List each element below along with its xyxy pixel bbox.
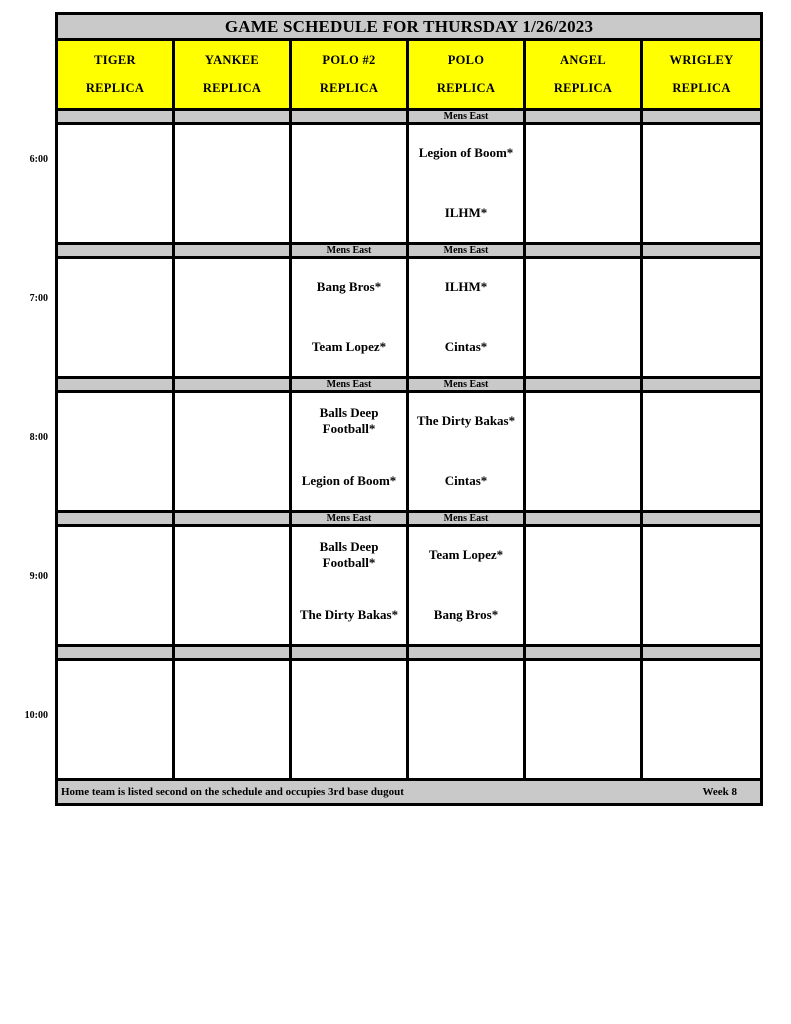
game-cell xyxy=(526,125,643,242)
week-number: Week 8 xyxy=(702,786,737,798)
game-cell xyxy=(175,259,292,376)
home-team: Team Lopez* xyxy=(311,339,387,354)
time-label: 7:00 xyxy=(29,293,48,304)
game-cell xyxy=(643,259,760,376)
away-team: Balls Deep Football* xyxy=(319,405,379,436)
game-cell xyxy=(292,125,409,242)
game-cell xyxy=(526,393,643,510)
home-team xyxy=(526,723,640,775)
division-label xyxy=(175,379,292,390)
game-cell xyxy=(58,259,175,376)
home-team xyxy=(292,723,406,775)
away-team xyxy=(643,393,760,449)
time-label: 10:00 xyxy=(24,710,48,721)
field-header-wrigley xyxy=(643,41,760,108)
division-label xyxy=(58,379,175,390)
away-team xyxy=(175,527,289,583)
field-subname: REPLICA xyxy=(672,81,731,95)
home-team xyxy=(58,723,172,775)
away-team xyxy=(58,125,172,181)
division-label xyxy=(175,647,292,658)
game-cell xyxy=(292,527,409,644)
field-header-yankee xyxy=(175,41,292,108)
game-row-800 xyxy=(58,393,760,513)
home-team xyxy=(643,455,760,507)
division-label xyxy=(526,379,643,390)
game-cell xyxy=(175,125,292,242)
field-name: ANGEL xyxy=(560,53,606,67)
home-team xyxy=(175,187,289,239)
division-label: Mens East xyxy=(409,111,526,122)
home-team: Cintas* xyxy=(444,339,488,354)
field-name: WRIGLEY xyxy=(669,53,734,67)
division-label xyxy=(643,111,760,122)
field-subname: REPLICA xyxy=(319,81,379,95)
division-label: Mens East xyxy=(409,379,526,390)
home-team: Cintas* xyxy=(444,473,488,488)
away-team xyxy=(175,393,289,449)
game-cell xyxy=(409,661,526,778)
division-bar-row xyxy=(58,513,760,527)
division-label xyxy=(175,513,292,524)
game-cell xyxy=(292,259,409,376)
away-team xyxy=(526,527,640,583)
division-label xyxy=(58,513,175,524)
game-cell xyxy=(526,527,643,644)
division-label xyxy=(643,379,760,390)
game-cell xyxy=(58,661,175,778)
home-team xyxy=(643,723,760,775)
away-team xyxy=(409,661,523,717)
away-team xyxy=(175,125,289,181)
division-label xyxy=(58,647,175,658)
away-team xyxy=(58,527,172,583)
game-cell xyxy=(175,393,292,510)
away-team xyxy=(58,259,172,315)
field-name: YANKEE xyxy=(204,53,260,67)
home-team xyxy=(175,455,289,507)
home-team xyxy=(58,321,172,373)
division-label xyxy=(175,111,292,122)
game-row-700 xyxy=(58,259,760,379)
schedule-table xyxy=(55,12,763,806)
away-team xyxy=(58,393,172,449)
division-label xyxy=(58,245,175,256)
away-team xyxy=(643,259,760,315)
away-team xyxy=(175,259,289,315)
division-bar-row xyxy=(58,647,760,661)
field-name: POLO #2 xyxy=(322,53,376,67)
division-label xyxy=(409,647,526,658)
game-row-600 xyxy=(58,125,760,245)
home-team xyxy=(175,723,289,775)
division-label xyxy=(292,647,409,658)
away-team xyxy=(643,125,760,181)
field-header-angel xyxy=(526,41,643,108)
away-team xyxy=(643,527,760,583)
division-label: Mens East xyxy=(409,513,526,524)
home-team xyxy=(643,187,760,239)
field-subname: REPLICA xyxy=(436,81,496,95)
game-cell xyxy=(58,527,175,644)
away-team: ILHM* xyxy=(444,279,488,294)
home-team xyxy=(58,187,172,239)
time-label: 9:00 xyxy=(29,571,48,582)
home-team xyxy=(175,321,289,373)
away-team: Bang Bros* xyxy=(316,279,382,294)
game-cell xyxy=(643,661,760,778)
field-name: TIGER xyxy=(94,53,136,67)
game-cell xyxy=(409,259,526,376)
home-team: Legion of Boom* xyxy=(301,473,397,488)
home-team xyxy=(643,589,760,641)
home-team xyxy=(526,589,640,641)
away-team: Balls Deep Football* xyxy=(319,539,379,570)
division-label: Mens East xyxy=(292,513,409,524)
schedule-title: GAME SCHEDULE FOR THURSDAY 1/26/2023 xyxy=(58,15,760,41)
field-header-row xyxy=(58,41,760,111)
footer-bar xyxy=(58,781,760,803)
game-cell xyxy=(175,661,292,778)
home-team xyxy=(526,455,640,507)
game-cell xyxy=(58,125,175,242)
game-cell xyxy=(526,259,643,376)
division-label xyxy=(526,245,643,256)
field-header-tiger xyxy=(58,41,175,108)
division-label xyxy=(526,111,643,122)
division-label xyxy=(526,647,643,658)
field-header-polo xyxy=(409,41,526,108)
game-row-1000 xyxy=(58,661,760,781)
division-bar-row xyxy=(58,379,760,393)
division-label xyxy=(643,647,760,658)
away-team: Team Lopez* xyxy=(428,547,504,562)
home-team-note: Home team is listed second on the schedule and occupies 3rd base dugout xyxy=(61,786,404,798)
away-team: The Dirty Bakas* xyxy=(416,413,516,428)
game-cell xyxy=(292,393,409,510)
home-team xyxy=(643,321,760,373)
division-bar-row xyxy=(58,245,760,259)
division-label: Mens East xyxy=(292,379,409,390)
division-label: Mens East xyxy=(292,245,409,256)
division-bar-row xyxy=(58,111,760,125)
division-label xyxy=(643,245,760,256)
home-team xyxy=(526,321,640,373)
away-team: Legion of Boom* xyxy=(418,145,514,160)
division-label xyxy=(175,245,292,256)
division-label xyxy=(526,513,643,524)
away-team xyxy=(175,661,289,717)
home-team: ILHM* xyxy=(444,205,488,220)
field-subname: REPLICA xyxy=(202,81,262,95)
home-team xyxy=(58,455,172,507)
away-team xyxy=(526,125,640,181)
game-cell xyxy=(409,125,526,242)
home-team: The Dirty Bakas* xyxy=(299,607,399,622)
time-label: 6:00 xyxy=(29,154,48,165)
division-label: Mens East xyxy=(409,245,526,256)
game-cell xyxy=(643,125,760,242)
field-subname: REPLICA xyxy=(85,81,145,95)
away-team xyxy=(292,125,406,181)
time-label: 8:00 xyxy=(29,432,48,443)
field-header-polo2 xyxy=(292,41,409,108)
division-label xyxy=(643,513,760,524)
away-team xyxy=(292,661,406,717)
home-team xyxy=(58,589,172,641)
division-label xyxy=(292,111,409,122)
away-team xyxy=(58,661,172,717)
home-team xyxy=(292,187,406,239)
field-name: POLO xyxy=(447,53,485,67)
game-cell xyxy=(292,661,409,778)
home-team xyxy=(526,187,640,239)
away-team xyxy=(526,259,640,315)
game-cell xyxy=(643,393,760,510)
game-cell xyxy=(643,527,760,644)
away-team xyxy=(526,661,640,717)
field-subname: REPLICA xyxy=(553,81,613,95)
away-team xyxy=(643,661,760,717)
game-cell xyxy=(58,393,175,510)
game-cell xyxy=(409,527,526,644)
game-row-900 xyxy=(58,527,760,647)
home-team xyxy=(175,589,289,641)
division-label xyxy=(58,111,175,122)
game-cell xyxy=(409,393,526,510)
home-team xyxy=(409,723,523,775)
game-cell xyxy=(526,661,643,778)
game-cell xyxy=(175,527,292,644)
home-team: Bang Bros* xyxy=(433,607,499,622)
away-team xyxy=(526,393,640,449)
